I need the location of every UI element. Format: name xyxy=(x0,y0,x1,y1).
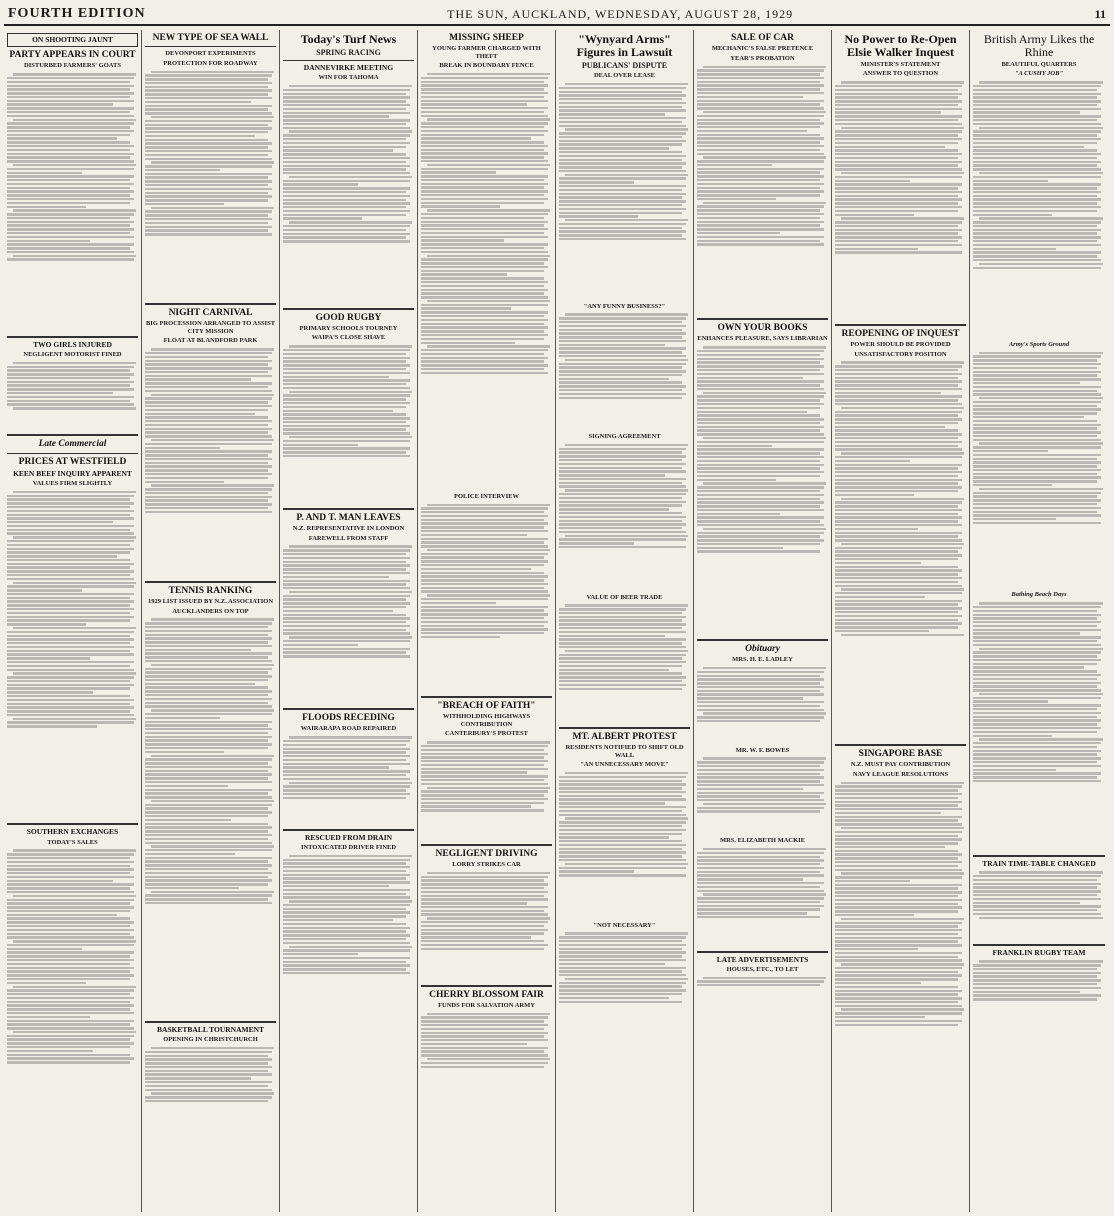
column-6 xyxy=(694,30,832,1212)
subheadline: VALUES FIRM SLIGHTLY xyxy=(32,479,113,487)
article-body xyxy=(973,80,1105,340)
subheadline: SIGNING AGREEMENT xyxy=(588,433,661,441)
headline: SALE OF CAR xyxy=(731,33,794,43)
article-body xyxy=(145,347,276,577)
article-missing-sheep xyxy=(421,33,552,692)
headline: TWO GIRLS INJURED xyxy=(33,339,112,349)
subheadline: Army's Sports Ground xyxy=(1008,340,1070,348)
subheadline: NEGLIGENT MOTORIST FINED xyxy=(23,350,122,358)
subheadline: WAIPA'S CLOSE SHAVE xyxy=(311,334,386,342)
article-body xyxy=(559,771,690,921)
subheadline: SPRING RACING xyxy=(316,47,381,57)
subheadline: PUBLICANS' DISPUTE xyxy=(581,60,668,70)
article-shooting-jaunt xyxy=(7,33,138,332)
article-obituary xyxy=(697,644,828,947)
column-3 xyxy=(280,30,418,1212)
column-5 xyxy=(556,30,694,1212)
article-negligent-driving xyxy=(421,849,552,981)
subheadline: HOUSES, ETC., TO LET xyxy=(726,965,799,973)
article-pt-man-leaves xyxy=(283,513,414,704)
article-body xyxy=(697,847,828,947)
subheadline: OPENING IN CHRISTCHURCH xyxy=(163,1036,258,1044)
edition-label: FOURTH EDITION xyxy=(8,6,146,21)
article-body xyxy=(835,360,966,740)
article-reopening-inquest xyxy=(835,329,966,740)
subheadline: LORRY STRIKES CAR xyxy=(452,861,521,869)
article-body xyxy=(283,853,414,1023)
article-body xyxy=(421,1011,552,1091)
headline: LATE ADVERTISEMENTS xyxy=(716,954,809,964)
column-4 xyxy=(418,30,556,1212)
headline: FLOODS RECEDING xyxy=(302,713,395,724)
article-own-your-books xyxy=(697,323,828,635)
article-late-advertisements xyxy=(697,956,828,996)
article-body xyxy=(283,735,414,825)
subheadline: VALUE OF BEER TRADE xyxy=(586,593,663,601)
article-rescued-from-drain xyxy=(283,834,414,1024)
headline: MT. ALBERT PROTEST xyxy=(572,731,677,742)
column-2 xyxy=(142,30,280,1212)
article-floods-receding xyxy=(283,713,414,825)
article-cherry-blossom xyxy=(421,990,552,1092)
article-franklin-rugby xyxy=(973,949,1105,1019)
subheadline: DEVONPORT EXPERIMENTS xyxy=(165,50,256,58)
subheadline: "ANY FUNNY BUSINESS?" xyxy=(583,302,666,310)
headline: KEEN BEEF INQUIRY APPARENT xyxy=(13,468,132,478)
subheadline: ENHANCES PLEASURE, SAYS LIBRARIAN xyxy=(697,335,828,343)
headline: P. AND T. MAN LEAVES xyxy=(296,512,401,523)
article-sale-of-car xyxy=(697,33,828,314)
article-body xyxy=(697,64,828,314)
article-body xyxy=(145,617,276,1017)
subheadline: BREAK IN BOUNDARY FENCE xyxy=(439,62,534,70)
subheadline: FUNDS FOR SALVATION ARMY xyxy=(438,1001,535,1009)
subheadline: PRIMARY SCHOOLS TOURNEY xyxy=(299,324,398,332)
subheadline: 1929 LIST ISSUED BY N.Z. ASSOCIATION xyxy=(147,598,274,606)
article-british-army xyxy=(973,33,1105,851)
subheadline: YEAR'S PROBATION xyxy=(730,54,795,62)
article-body xyxy=(697,666,828,746)
headline: NIGHT CARNIVAL xyxy=(168,308,253,319)
section-title: Obituary xyxy=(745,643,780,654)
subheadline: AUCKLANDERS ON TOP xyxy=(172,607,249,615)
article-body xyxy=(145,1046,276,1126)
article-body xyxy=(421,502,552,692)
headline: No Power to Re-Open Elsie Walker Inquest xyxy=(844,32,957,59)
article-body xyxy=(835,780,966,1120)
article-body xyxy=(559,931,690,1031)
subheadline: BEAUTIFUL QUARTERS xyxy=(1001,60,1077,68)
article-southern-exchanges xyxy=(7,828,138,1148)
headline: British Army Likes the Rhine xyxy=(983,32,1095,59)
subheadline: POWER SHOULD BE PROVIDED xyxy=(850,341,951,349)
subheadline: WAIRARAPA ROAD REPAIRED xyxy=(300,725,397,733)
subheadline: INTOXICATED DRIVER FINED xyxy=(300,843,397,851)
headline: "BREACH OF FAITH" xyxy=(437,701,536,712)
article-singapore-base xyxy=(835,749,966,1120)
article-body xyxy=(973,959,1105,1019)
article-body xyxy=(7,72,138,332)
headline: NEGLIGENT DRIVING xyxy=(435,848,538,859)
article-train-timetable xyxy=(973,860,1105,940)
subheadline: Bathing Beach Days xyxy=(1011,591,1067,599)
article-body xyxy=(283,344,414,504)
article-body xyxy=(697,345,828,635)
subheadline: PROTECTION FOR ROADWAY xyxy=(163,59,258,67)
column-1 xyxy=(4,30,142,1212)
subheadline: DISTURBED FARMERS' GOATS xyxy=(24,62,121,70)
article-prices-westfield xyxy=(7,439,138,819)
article-tennis-ranking xyxy=(145,586,276,1017)
article-breach-of-faith xyxy=(421,701,552,840)
headline: FRANKLIN RUGBY TEAM xyxy=(992,947,1086,957)
subheadline: BIG PROCESSION ARRANGED TO ASSIST CITY MISSION xyxy=(145,320,276,335)
subheadline: WIN FOR TAHOMA xyxy=(318,74,379,82)
article-elsie-walker xyxy=(835,33,966,320)
subheadline: MRS. H. E. LADLEY xyxy=(732,656,793,664)
headline: TRAIN TIME-TABLE CHANGED xyxy=(982,858,1096,868)
article-body xyxy=(973,601,1105,851)
subheadline: UNSATISFACTORY POSITION xyxy=(854,350,947,358)
subheadline: RESIDENTS NOTIFIED TO SHIFT OLD WALL xyxy=(565,744,684,759)
subheadline: WITHHOLDING HIGHWAYS CONTRIBUTION xyxy=(442,713,531,728)
article-two-girls-injured xyxy=(7,341,138,431)
subheadline: "A CUSHY JOB" xyxy=(1014,70,1064,78)
article-body xyxy=(421,72,552,492)
headline: CHERRY BLOSSOM FAIR xyxy=(429,989,544,1000)
subheadline: DEAL OVER LEASE xyxy=(593,72,656,80)
subheadline: YOUNG FARMER CHARGED WITH THEFT xyxy=(432,45,541,60)
subheadline: CANTERBURY'S PROTEST xyxy=(444,730,529,738)
subheadline: MECHANIC'S FALSE PRETENCE xyxy=(711,45,814,53)
newspaper-columns xyxy=(4,30,1110,1212)
subheadline: N.Z. MUST PAY CONTRIBUTION xyxy=(850,761,951,769)
article-body xyxy=(697,756,828,836)
headline: SINGAPORE BASE xyxy=(858,749,943,760)
article-body xyxy=(973,870,1105,940)
article-body xyxy=(7,360,138,430)
subheadline: "NOT NECESSARY" xyxy=(593,921,656,929)
column-7 xyxy=(832,30,970,1212)
article-wynyard-arms xyxy=(559,33,690,723)
subheadline: MINISTER'S STATEMENT xyxy=(860,60,941,68)
headline: PRICES AT WESTFIELD xyxy=(18,456,127,467)
masthead xyxy=(4,4,1110,26)
article-mt-albert xyxy=(559,732,690,1031)
headline: SOUTHERN EXCHANGES xyxy=(26,827,119,837)
subheadline: FLOAT AT BLANDFORD PARK xyxy=(163,337,258,345)
subheadline: FAREWELL FROM STAFF xyxy=(308,534,389,542)
headline: MISSING SHEEP xyxy=(449,33,524,43)
headline: RESCUED FROM DRAIN xyxy=(304,832,393,842)
article-body xyxy=(559,82,690,302)
article-body xyxy=(835,80,966,320)
article-body xyxy=(559,312,690,432)
page-number: 11 xyxy=(1094,7,1106,21)
headline: "Wynyard Arms" Figures in Lawsuit xyxy=(576,32,673,59)
subheadline: MRS. ELIZABETH MACKIE xyxy=(719,837,806,845)
article-body xyxy=(421,740,552,840)
headline: OWN YOUR BOOKS xyxy=(717,323,808,334)
headline: REOPENING OF INQUEST xyxy=(841,328,960,339)
article-body xyxy=(283,544,414,704)
article-body xyxy=(559,443,690,593)
subheadline: ANSWER TO QUESTION xyxy=(862,70,939,78)
subheadline: "AN UNNECESSARY MOVE" xyxy=(580,761,669,769)
article-body xyxy=(145,69,276,299)
article-body xyxy=(559,603,690,723)
headline: Today's Turf News xyxy=(300,32,397,46)
subheadline: TODAY'S SALES xyxy=(47,838,98,846)
article-basketball xyxy=(145,1026,276,1126)
subheadline: N.Z. REPRESENTATIVE IN LONDON xyxy=(292,525,405,533)
section-title: Late Commercial xyxy=(38,439,107,450)
headline: BASKETBALL TOURNAMENT xyxy=(156,1025,265,1035)
article-body xyxy=(973,350,1105,590)
headline: NEW TYPE OF SEA WALL xyxy=(152,33,269,43)
article-night-carnival xyxy=(145,308,276,577)
article-body xyxy=(421,871,552,981)
headline: PARTY APPEARS IN COURT xyxy=(9,50,136,61)
headline: TENNIS RANKING xyxy=(168,585,253,596)
article-body xyxy=(697,975,828,995)
newspaper-dateline: THE SUN, AUCKLAND, WEDNESDAY, AUGUST 28, 1929 xyxy=(447,7,794,21)
headline: DANNEVIRKE MEETING xyxy=(303,63,394,73)
article-body xyxy=(7,848,138,1148)
article-sea-wall xyxy=(145,33,276,299)
headline: GOOD RUGBY xyxy=(315,312,382,323)
subheadline: NAVY LEAGUE RESOLUTIONS xyxy=(852,770,949,778)
article-body xyxy=(7,489,138,819)
article-good-rugby xyxy=(283,313,414,504)
column-8 xyxy=(970,30,1108,1212)
subheadline: MR. W. F. BOWES xyxy=(735,746,790,754)
subheadline: POLICE INTERVIEW xyxy=(454,492,519,500)
article-body xyxy=(283,84,414,304)
headline: ON SHOOTING JAUNT xyxy=(7,33,138,47)
article-turf-news xyxy=(283,33,414,304)
